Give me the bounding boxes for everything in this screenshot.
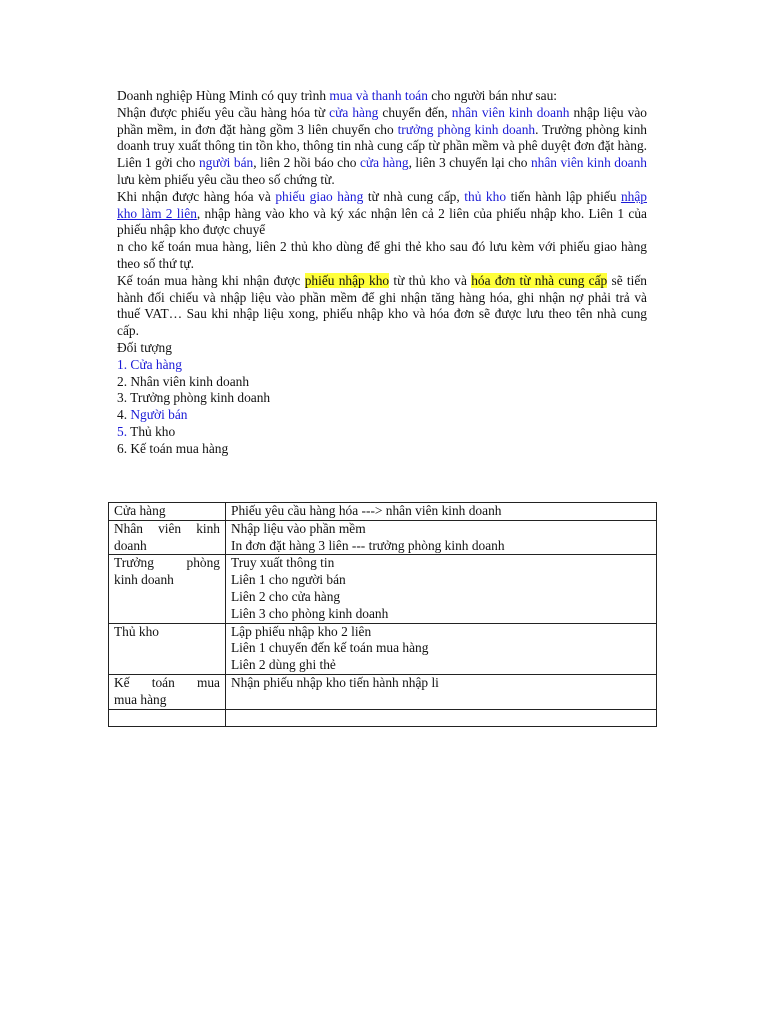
table-row bbox=[109, 520, 657, 555]
intro-paragraph: Doanh nghiệp Hùng Minh có quy trình mua và thanh toán cho người bán như sau: bbox=[117, 88, 557, 103]
actor-cell: Kế toán mua mua hàng bbox=[109, 674, 226, 709]
term-warehouse-keeper: thủ kho bbox=[464, 188, 507, 204]
steps-cell: Nhập liệu vào phần mềm In đơn đặt hàng 3 liên --- trưởng phòng kinh doanh bbox=[226, 520, 657, 555]
table-row bbox=[109, 555, 657, 623]
steps-cell: Phiếu yêu cầu hàng hóa ---> nhân viên kinh doanh bbox=[226, 503, 657, 521]
process-description bbox=[117, 88, 647, 458]
objects-heading: Đối tượng bbox=[117, 339, 172, 355]
receiving-paragraph-continued: n cho kế toán mua hàng, liên 2 thủ kho dùng để ghi thẻ kho sau đó lưu kèm với phiếu giao hàng theo số thứ tự. bbox=[117, 239, 647, 271]
term-sales-staff: nhân viên kinh doanh bbox=[451, 104, 570, 120]
actor-cell: Trưởng phòng kinh doanh bbox=[109, 555, 226, 623]
term-seller: người bán bbox=[198, 155, 254, 171]
list-item: 6. Kế toán mua hàng bbox=[117, 440, 229, 456]
actor-cell: Thủ kho bbox=[109, 623, 226, 674]
term-sales-staff: nhân viên kinh doanh bbox=[530, 155, 647, 171]
term-sales-manager: trưởng phòng kinh doanh bbox=[397, 121, 536, 137]
table-row-empty bbox=[109, 709, 657, 726]
term-store: cửa hàng bbox=[329, 104, 379, 120]
list-item: 2. Nhân viên kinh doanh bbox=[117, 373, 250, 389]
steps-cell: Truy xuất thông tin Liên 1 cho người bán Liên 2 cho cửa hàng Liên 3 cho phòng kinh doanh bbox=[226, 555, 657, 623]
empty-cell bbox=[109, 709, 226, 726]
list-item: 4. Người bán bbox=[117, 407, 188, 423]
accounting-paragraph: Kế toán mua hàng khi nhận được phiếu nhập kho từ thủ kho và hóa đơn từ nhà cung cấp sẽ tiến hành đối chiếu và nhập liệu vào phần mềm để ghi nhận tăng hàng hóa, ghi nhận nợ phải trả và thuế VAT… Sau khi nhập liệu xong, phiếu nhập kho và hóa đơn sẽ được lưu theo tên nhà cung cấp. bbox=[117, 272, 648, 339]
receiving-paragraph: Khi nhận được hàng hóa và phiếu giao hàng từ nhà cung cấp, thủ kho tiến hành lập phiếu nhập kho làm 2 liên, nhập hàng vào kho và ký xác nhận lên cả 2 liên của phiếu nhập kho. Liên 1 của phiếu nhập kho được chuyể bbox=[117, 188, 647, 238]
term-delivery-note: phiếu giao hàng bbox=[275, 188, 364, 204]
term-store: cửa hàng bbox=[359, 155, 409, 171]
highlight-invoice: hóa đơn từ nhà cung cấp bbox=[471, 272, 608, 288]
table-row bbox=[109, 623, 657, 674]
steps-cell: Nhận phiếu nhập kho tiến hành nhập li bbox=[226, 674, 657, 709]
highlight-receipt: phiếu nhập kho bbox=[304, 272, 390, 288]
list-item: 3. Trưởng phòng kinh doanh bbox=[117, 390, 271, 406]
table-row bbox=[109, 503, 657, 521]
term-purchase-payment: mua và thanh toán bbox=[329, 88, 428, 103]
process-table bbox=[108, 502, 657, 727]
term-receipt-two-copies: nhập kho làm 2 liên bbox=[117, 188, 647, 221]
list-item: 1. Cửa hàng bbox=[117, 356, 182, 372]
actor-cell: Nhân viên kinh doanh bbox=[109, 520, 226, 555]
objects-list bbox=[117, 357, 647, 458]
list-item: 5. Thủ kho bbox=[117, 423, 176, 439]
actor-cell: Cửa hàng bbox=[109, 503, 226, 521]
empty-cell bbox=[226, 709, 657, 726]
order-paragraph: Nhận được phiếu yêu cầu hàng hóa từ cửa hàng chuyển đến, nhân viên kinh doanh nhập liệu vào phần mềm, in đơn đặt hàng gồm 3 liên chuyển cho trưởng phòng kinh doanh. Trưởng phòng kinh doanh truy xuất thông tin tồn kho, thông tin nhà cung cấp từ phần mềm và phê duyệt đơn đặt hàng. Liên 1 gởi cho người bán, liên 2 hồi báo cho cửa hàng, liên 3 chuyển lại cho nhân viên kinh doanh lưu kèm phiếu yêu cầu theo số chứng từ. bbox=[117, 104, 647, 187]
table-row bbox=[109, 674, 657, 709]
steps-cell: Lập phiếu nhập kho 2 liên Liên 1 chuyển đến kế toán mua hàng Liên 2 dùng ghi thẻ bbox=[226, 623, 657, 674]
